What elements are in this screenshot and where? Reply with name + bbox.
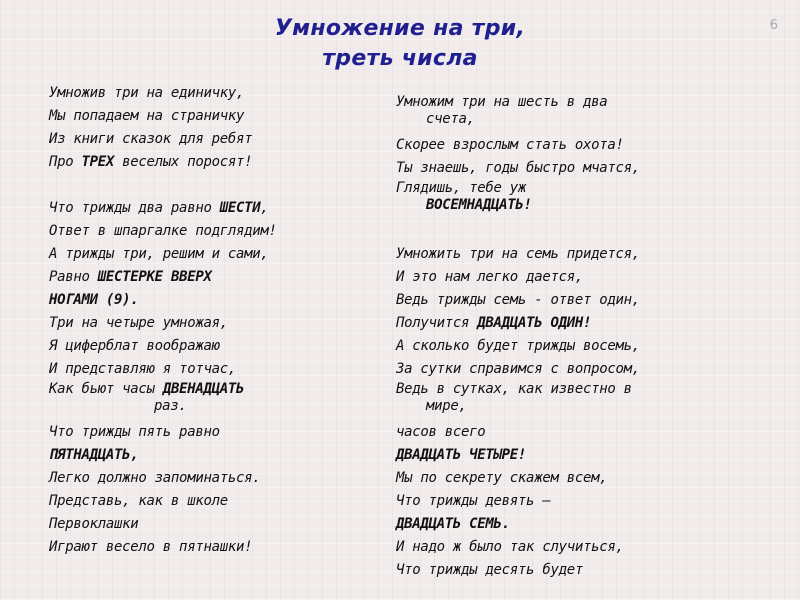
line-text: Умножим три на шесть в два <box>396 94 608 110</box>
stanza-gap <box>396 220 776 243</box>
poem-line <box>49 381 394 421</box>
line-text: Представь, как в школе <box>49 493 228 509</box>
line-continuation: раз. <box>154 398 187 414</box>
poem-line <box>396 134 776 157</box>
poem-line <box>49 312 394 335</box>
poem-line <box>396 289 776 312</box>
emphasized-number: ПЯТНАДЦАТЬ, <box>49 447 139 463</box>
poem-line <box>49 513 394 536</box>
line-text: Как бьют часы <box>49 381 163 397</box>
poem-line <box>396 467 776 490</box>
poem-line <box>49 151 394 174</box>
line-text: Получится <box>396 315 478 331</box>
poem-line <box>396 559 776 582</box>
poem-line <box>49 289 394 312</box>
title-line-2: треть числа <box>322 46 478 71</box>
line-continuation: счета, <box>426 111 475 127</box>
line-text: Про <box>49 154 82 170</box>
poem-line <box>396 243 776 266</box>
emphasized-number: ВОСЕМНАДЦАТЬ! <box>426 197 532 213</box>
line-text: Мы попадаем на страничку <box>49 108 245 124</box>
line-text: Глядишь, тебе уж <box>396 180 527 196</box>
right-poem-column <box>396 94 776 582</box>
line-text: Что трижды девять – <box>396 493 551 509</box>
line-text: Ведь трижды семь - ответ один, <box>396 292 640 308</box>
line-text: веселых поросят! <box>114 154 253 170</box>
line-text: И надо ж было так случиться, <box>396 539 624 555</box>
line-text: Умножить три на семь придется, <box>396 246 640 262</box>
poem-line <box>49 220 394 243</box>
line-text: Что трижды два равно <box>49 200 220 216</box>
page-number: 6 <box>769 18 778 33</box>
poem-line <box>396 358 776 381</box>
line-text: Ведь в сутках, как известно в <box>396 381 632 397</box>
poem-line <box>396 421 776 444</box>
line-text: часов всего <box>396 424 486 440</box>
line-text: Что трижды десять будет <box>396 562 583 578</box>
line-text: Первоклашки <box>49 516 139 532</box>
line-text: Равно <box>49 269 98 285</box>
poem-line <box>396 513 776 536</box>
poem-line <box>49 467 394 490</box>
emphasized-number: ШЕСТЕРКЕ ВВЕРХ <box>97 269 212 285</box>
poem-line <box>396 335 776 358</box>
line-text: И представляю я тотчас, <box>49 361 236 377</box>
poem-line <box>396 94 776 134</box>
poem-line <box>49 105 394 128</box>
poem-line <box>49 335 394 358</box>
emphasized-number: ДВЕНАДЦАТЬ <box>162 381 245 397</box>
poem-line <box>49 243 394 266</box>
poem-line <box>49 128 394 151</box>
line-text: Играют весело в пятнашки! <box>49 539 253 555</box>
poem-line <box>396 444 776 467</box>
emphasized-number: ДВАДЦАТЬ СЕМЬ. <box>396 516 510 532</box>
poem-line <box>396 536 776 559</box>
slide-title <box>150 14 650 74</box>
emphasized-number: ТРЕХ <box>81 154 115 170</box>
poem-line <box>396 157 776 180</box>
left-poem-column <box>49 82 394 559</box>
poem-line <box>396 381 776 421</box>
poem-line <box>49 421 394 444</box>
emphasized-number: ШЕСТИ <box>219 200 261 216</box>
poem-line <box>396 490 776 513</box>
poem-line <box>49 358 394 381</box>
line-continuation: мире, <box>426 398 467 414</box>
line-text: Ты знаешь, годы быстро мчатся, <box>396 160 640 176</box>
poem-line <box>396 312 776 335</box>
line-text: Что трижды пять равно <box>49 424 220 440</box>
poem-line <box>49 490 394 513</box>
line-text: , <box>260 200 269 216</box>
line-text: Три на четыре умножая, <box>49 315 228 331</box>
title-line-1: Умножение на три, <box>274 16 526 41</box>
emphasized-number: ДВАДЦАТЬ ЧЕТЫРЕ! <box>396 447 527 463</box>
line-text: А сколько будет трижды восемь, <box>396 338 640 354</box>
poem-line <box>49 444 394 467</box>
line-text: Скорее взрослым стать охота! <box>396 137 624 153</box>
line-text: За сутки справимся с вопросом, <box>396 361 640 377</box>
poem-line <box>49 82 394 105</box>
stanza-gap <box>49 174 394 197</box>
poem-line <box>49 266 394 289</box>
line-text: Из книги сказок для ребят <box>49 131 253 147</box>
line-text: Мы по секрету скажем всем, <box>396 470 608 486</box>
line-text: А трижды три, решим и сами, <box>49 246 269 262</box>
emphasized-number: ДВАДЦАТЬ ОДИН! <box>477 315 592 331</box>
emphasized-number: НОГАМИ (9). <box>49 292 139 308</box>
poem-line <box>396 180 776 220</box>
line-text: Ответ в шпаргалке подглядим! <box>49 223 277 239</box>
poem-line <box>49 197 394 220</box>
poem-line <box>396 266 776 289</box>
poem-line <box>49 536 394 559</box>
line-text: Легко должно запоминаться. <box>49 470 261 486</box>
line-text: Умножив три на единичку, <box>49 85 245 101</box>
line-text: И это нам легко дается, <box>396 269 583 285</box>
line-text: Я циферблат воображаю <box>49 338 220 354</box>
